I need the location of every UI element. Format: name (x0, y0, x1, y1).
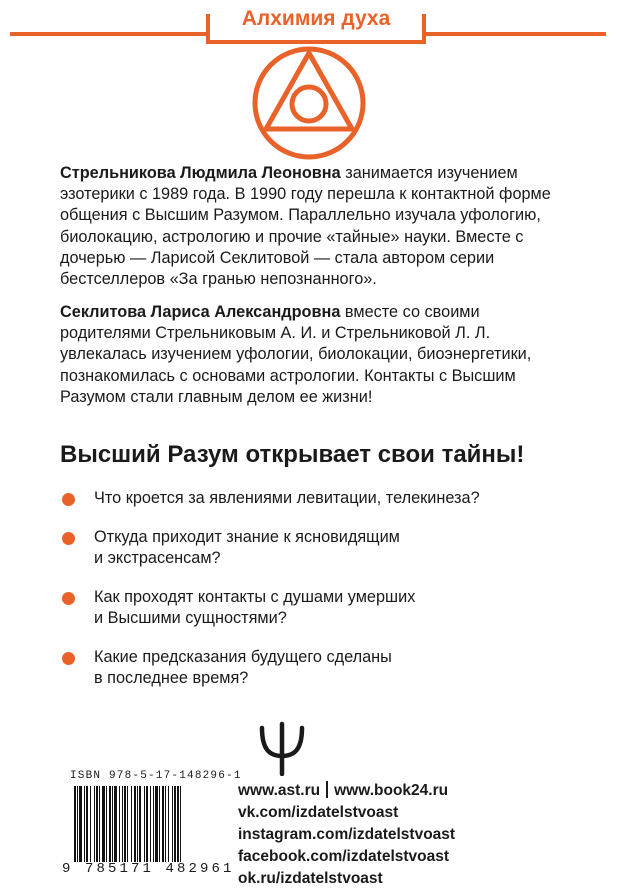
question-text: Какие предсказания будущего сделаны в последнее время? (94, 647, 392, 687)
list-item (58, 527, 558, 570)
divider (326, 781, 328, 798)
author-bio-2 (60, 302, 570, 408)
author-name-1: Стрельникова Людмила Леоновна (60, 164, 341, 182)
questions-list (58, 488, 558, 690)
link-instagram[interactable]: instagram.com/izdatelstvoast (238, 826, 456, 843)
question-text: Как проходят контакты с душами умерших и Высшими сущностями? (94, 587, 416, 627)
psi-symbol-icon (258, 720, 306, 776)
link-book24[interactable]: www.book24.ru (334, 782, 449, 799)
series-title: Алхимия духа (241, 7, 391, 30)
bullet-dot-icon (62, 532, 75, 545)
slogan-heading: Высший Разум открывает свои тайны! (60, 441, 525, 468)
question-text: Откуда приходит знание к ясновидящим и экстрасенсам? (94, 527, 400, 567)
link-ast[interactable]: www.ast.ru (238, 782, 321, 799)
author-bio-2-text: вместе со своими родителями Стрельниковым А. И. и Стрельниковой Л. Л. увлекалась изучением уфологии, биолокации, биоэнергетики, познакомилась с основами астрологии. Контакты с Высшим Разумом стали главным делом ее жизни! (60, 303, 532, 406)
question-text: Что кроется за явлениями левитации, телекинеза? (94, 489, 480, 507)
header-rule-left (10, 32, 206, 36)
list-item (58, 488, 558, 510)
publisher-links (238, 780, 538, 890)
bullet-dot-icon (62, 493, 75, 506)
link-facebook[interactable]: facebook.com/izdatelstvoast (238, 848, 450, 865)
list-item (58, 587, 558, 630)
author-bio-1 (60, 163, 570, 290)
alchemy-emblem-icon (248, 42, 370, 164)
author-name-2: Секлитова Лариса Александровна (60, 303, 341, 321)
header-rule-right (426, 32, 606, 36)
barcode-image (74, 786, 226, 862)
list-item (58, 647, 558, 690)
bullet-dot-icon (62, 652, 75, 665)
link-ok[interactable]: ok.ru/izdatelstvoast (238, 870, 383, 887)
author-bio-1-text: занимается изучением эзотерики с 1989 года. В 1990 году перешла к контактной форме общения с Высшим Разумом. Параллельно изучала уфологию, биолокацию, астрологию и прочие «тайные» науки. Вместе с дочерью — Ларисой Секлитовой — стала автором серии бестселлеров «За гранью непознанного». (60, 164, 551, 289)
barcode-digits: 9 785171 482961 (62, 861, 235, 877)
websites-row (238, 780, 538, 802)
bullet-dot-icon (62, 592, 75, 605)
isbn-label: ISBN 978-5-17-148296-1 (70, 770, 242, 782)
link-vk[interactable]: vk.com/izdatelstvoast (238, 804, 399, 821)
